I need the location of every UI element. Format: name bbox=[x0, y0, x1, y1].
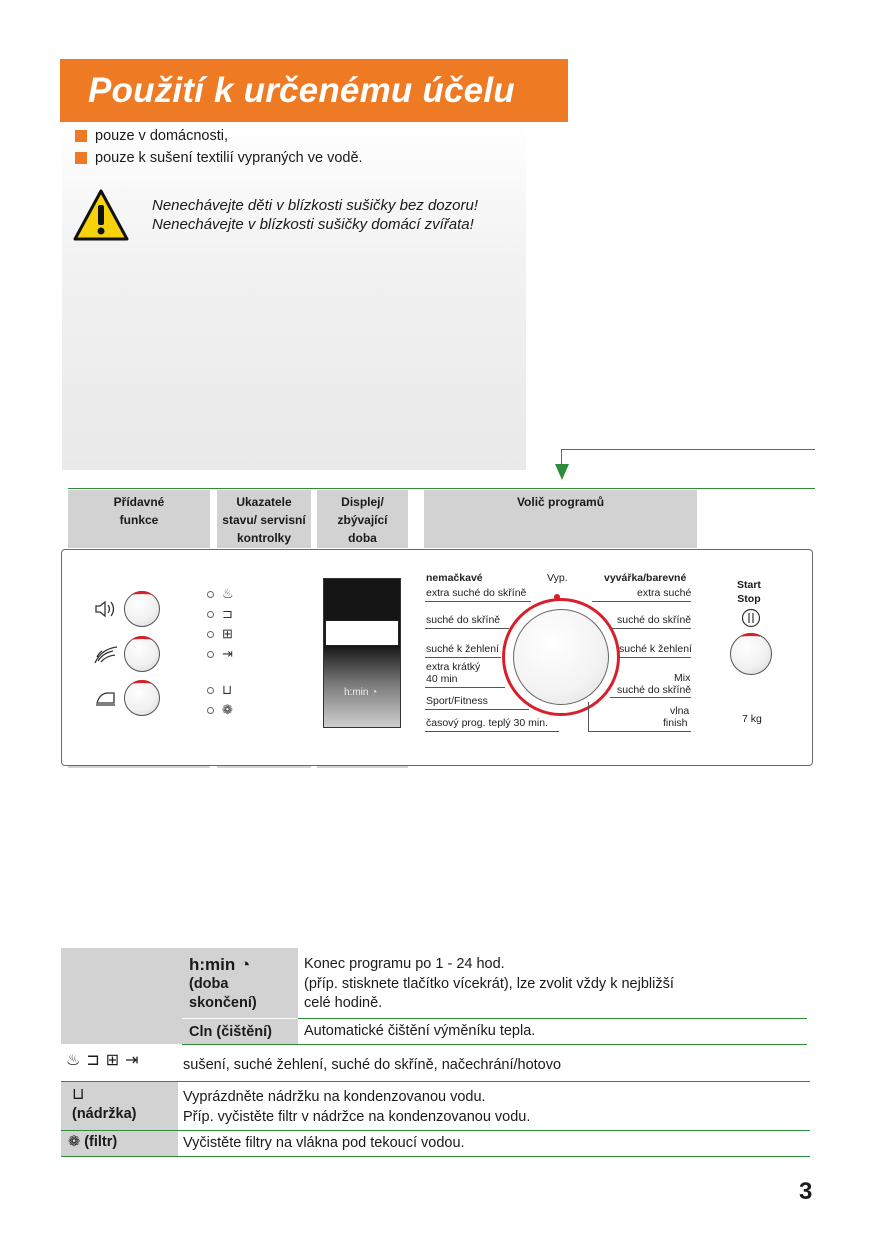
display-label: h:min ◔ bbox=[344, 687, 378, 698]
page-title: Použití k určenému účelu bbox=[88, 71, 515, 110]
list-item: pouze v domácnosti, bbox=[75, 125, 363, 147]
cupboard-icon: ⊞ bbox=[105, 1052, 126, 1069]
label-display: Displej/ zbývající doba bbox=[317, 490, 408, 548]
delicate-button[interactable] bbox=[124, 636, 160, 672]
status-led-iron bbox=[207, 606, 233, 622]
easy-iron-button[interactable] bbox=[124, 680, 160, 716]
program-item[interactable]: extra suché do skříně bbox=[426, 587, 527, 599]
cln-description: Automatické čištění výměníku tepla. bbox=[304, 1023, 536, 1039]
divider bbox=[182, 1018, 298, 1019]
program-item[interactable]: suché do skříně bbox=[426, 614, 501, 626]
divider bbox=[298, 1018, 807, 1019]
finish-icon: ⇥ bbox=[222, 646, 233, 661]
divider bbox=[588, 702, 589, 731]
program-item[interactable]: 40 min bbox=[426, 673, 458, 685]
start-stop-label: Start Stop bbox=[737, 579, 761, 605]
cupboard-icon: ⊞ bbox=[222, 626, 233, 641]
start-pause-icon bbox=[741, 608, 761, 628]
program-selector-dial[interactable] bbox=[513, 609, 609, 705]
program-item[interactable]: Sport/Fitness bbox=[426, 695, 488, 707]
tank-description: Vyprázdněte nádržku na kondenzovanou vodu. Příp. vyčistěte filtr v nádržce na kondenzovanou vodu. bbox=[183, 1089, 531, 1125]
bullet-square-icon bbox=[75, 130, 87, 142]
label-program-selector: Volič programů bbox=[424, 490, 697, 548]
program-group-right: vyvářka/barevné bbox=[604, 572, 687, 584]
signal-button[interactable] bbox=[124, 591, 160, 627]
page-number: 3 bbox=[799, 1178, 813, 1205]
program-item[interactable]: Mix bbox=[674, 672, 691, 684]
divider bbox=[592, 601, 691, 602]
list-item: pouze k sušení textilií vypraných ve vodě. bbox=[75, 147, 363, 169]
divider bbox=[61, 1081, 810, 1082]
finish-icon: ⇥ bbox=[125, 1052, 145, 1069]
filter-icon: ❁ bbox=[68, 1134, 81, 1150]
speaker-icon bbox=[94, 599, 118, 619]
hmin-description: Konec programu po 1 - 24 hod. (příp. stisknete tlačítko vícekrát), lze zvolit vždy k nejbližší celé hodině. bbox=[304, 956, 674, 1011]
start-stop-button[interactable] bbox=[730, 633, 772, 675]
bullet-square-icon bbox=[75, 152, 87, 164]
tank-icon: ⊔ bbox=[222, 682, 233, 697]
capacity-label: 7 kg bbox=[742, 713, 762, 725]
iron-icon bbox=[94, 689, 118, 707]
status-description: sušení, suché žehlení, suché do skříně, načechrání/hotovo bbox=[183, 1057, 562, 1073]
label-extra-functions: Přídavné funkce bbox=[68, 490, 210, 548]
pointer-line bbox=[562, 449, 815, 450]
tank-icon: ⊔ bbox=[72, 1086, 85, 1103]
program-item[interactable]: suché k žehlení bbox=[426, 643, 499, 655]
clock-icon: ◔ bbox=[240, 955, 251, 974]
divider bbox=[182, 1044, 807, 1045]
hmin-label: h:min ◔ (doba skončení) bbox=[189, 955, 257, 1011]
divider bbox=[610, 697, 691, 698]
divider bbox=[425, 601, 531, 602]
program-item[interactable]: časový prog. teplý 30 min. bbox=[426, 717, 548, 729]
program-item[interactable]: suché do skříně bbox=[617, 614, 692, 626]
drying-icon: ♨ bbox=[222, 586, 234, 601]
status-led-drying bbox=[207, 586, 234, 602]
divider bbox=[588, 731, 691, 732]
divider bbox=[425, 731, 559, 732]
warning-text: Nenechávejte děti v blízkosti sušičky bez dozoru! Nenechávejte v blízkosti sušičky domácí zvířata! bbox=[152, 197, 478, 233]
dial-off-label: Vyp. bbox=[547, 572, 568, 584]
program-item[interactable]: extra krátký bbox=[426, 661, 481, 673]
divider bbox=[61, 1156, 810, 1157]
status-led-filter bbox=[207, 702, 233, 718]
display bbox=[323, 578, 401, 728]
label-status-indicators: Ukazatele stavu/ servisní kontrolky bbox=[217, 490, 311, 548]
iron-icon: ⊐ bbox=[222, 606, 233, 621]
display-window bbox=[325, 620, 399, 646]
program-item[interactable]: vlna bbox=[670, 705, 690, 717]
intro-panel bbox=[62, 120, 526, 470]
table-cell-bg bbox=[61, 948, 182, 1044]
status-led-finish bbox=[207, 646, 233, 662]
program-item[interactable]: extra suché bbox=[637, 587, 692, 599]
program-item[interactable]: suché do skříně bbox=[617, 684, 692, 696]
cln-label: Cln (čištění) bbox=[189, 1024, 272, 1040]
program-item[interactable]: finish bbox=[663, 717, 688, 729]
status-symbols bbox=[66, 1051, 145, 1071]
divider bbox=[425, 687, 505, 688]
usage-list bbox=[75, 125, 363, 169]
filter-label: ❁ (filtr) bbox=[68, 1134, 118, 1150]
divider bbox=[425, 628, 509, 629]
clock-icon: ◔ bbox=[371, 687, 378, 698]
delicate-icon bbox=[93, 645, 119, 665]
drying-icon: ♨ bbox=[66, 1052, 87, 1069]
status-led-tank bbox=[207, 682, 232, 698]
divider bbox=[61, 1130, 810, 1131]
filter-icon: ❁ bbox=[222, 702, 233, 717]
iron-icon: ⊐ bbox=[86, 1052, 106, 1069]
divider bbox=[68, 488, 815, 489]
filter-description: Vyčistěte filtry na vlákna pod tekoucí vodou. bbox=[183, 1135, 465, 1151]
status-led-cupboard bbox=[207, 626, 233, 642]
title-bar bbox=[60, 59, 568, 122]
program-group-left: nemačkavé bbox=[426, 572, 483, 584]
program-item[interactable]: suché k žehlení bbox=[619, 643, 692, 655]
tank-label: ⊔ (nádržka) bbox=[72, 1086, 137, 1122]
divider bbox=[612, 628, 691, 629]
divider bbox=[425, 657, 501, 658]
divider bbox=[425, 709, 529, 710]
warning-icon bbox=[73, 188, 129, 242]
divider bbox=[617, 657, 691, 658]
arrow-down-icon bbox=[555, 464, 569, 480]
